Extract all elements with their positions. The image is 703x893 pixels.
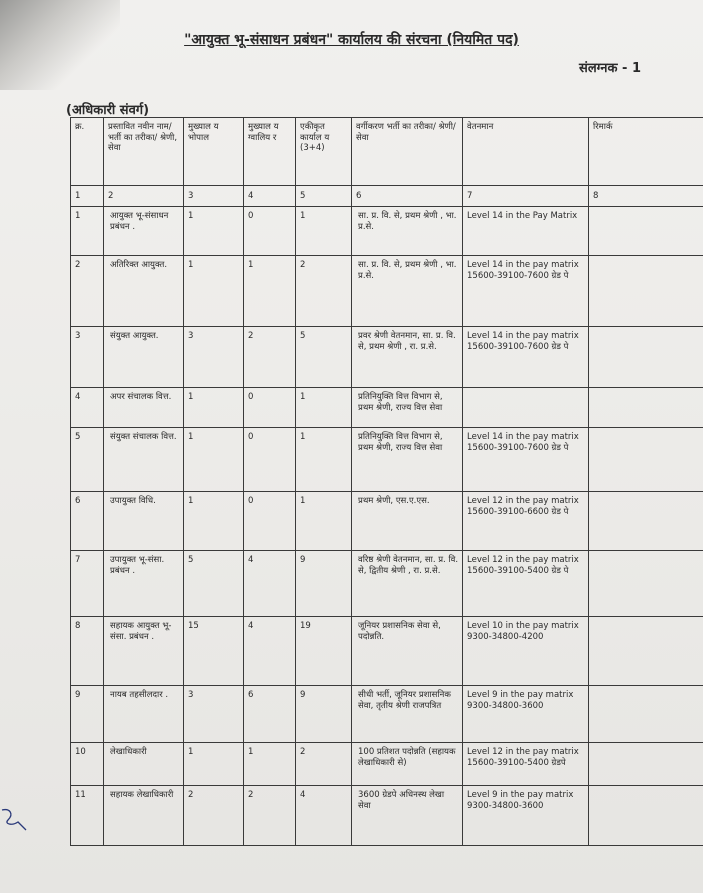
cell-pay-scale: Level 14 in the pay matrix 15600-39100-7600 ग्रेड पे [463, 327, 589, 388]
cell-post-name: उपायुक्त भू-संसा. प्रबंधन . [104, 551, 184, 617]
cell-hq-gwalior: 4 [244, 551, 296, 617]
cell-hq-bhopal: 15 [184, 617, 244, 686]
cell-post-name: सहायक आयुक्त भू-संसा. प्रबंधन . [104, 617, 184, 686]
cell-hq-gwalior: 0 [244, 428, 296, 492]
cell-pay-scale: Level 9 in the pay matrix 9300-34800-3600 [463, 686, 589, 743]
cell-serial: 6 [71, 492, 104, 551]
cell-post-name: उपायुक्त विधि. [104, 492, 184, 551]
cell-pay-scale: Level 12 in the pay matrix 15600-39100-6600 ग्रेड पे [463, 492, 589, 551]
cell-post-name: आयुक्त भू-संसाधन प्रबंधन . [104, 207, 184, 256]
table-row [71, 207, 703, 256]
cell-integrated-office: 19 [296, 617, 352, 686]
cell-integrated-office: 9 [296, 686, 352, 743]
header-pay-scale: वेतनमान [463, 118, 589, 186]
cell-post-name: अतिरिक्त आयुक्त. [104, 256, 184, 327]
annexure-label: संलग्नक - 1 [579, 61, 641, 76]
header-hq-gwalior: मुख्याल य ग्वालिय र [244, 118, 296, 186]
cell-hq-bhopal: 1 [184, 428, 244, 492]
cell-integrated-office: 2 [296, 743, 352, 786]
cell-serial: 11 [71, 786, 104, 846]
cell-classification: प्रथम श्रेणी, एस.ए.एस. [352, 492, 463, 551]
cell-remarks [589, 551, 703, 617]
cell-hq-gwalior: 0 [244, 388, 296, 428]
header-hq-bhopal: मुख्याल य भोपाल [184, 118, 244, 186]
cell-post-name: लेखाधिकारी [104, 743, 184, 786]
cell-hq-bhopal: 1 [184, 207, 244, 256]
cell-hq-bhopal: 1 [184, 388, 244, 428]
cell-integrated-office: 5 [296, 327, 352, 388]
cell-hq-gwalior: 0 [244, 492, 296, 551]
column-number: 5 [296, 186, 352, 207]
cell-post-name: संयुक्त आयुक्त. [104, 327, 184, 388]
cell-remarks [589, 743, 703, 786]
cell-classification: सीधी भर्ती, जूनियर प्रशासनिक सेवा, तृतीय श्रेणी राजपत्रित [352, 686, 463, 743]
cell-post-name: नायब तहसीलदार . [104, 686, 184, 743]
cell-classification: 3600 ग्रेडपे अधिनस्थ लेखा सेवा [352, 786, 463, 846]
table-row [71, 617, 703, 686]
cell-hq-bhopal: 3 [184, 327, 244, 388]
cell-serial: 2 [71, 256, 104, 327]
cell-integrated-office: 1 [296, 492, 352, 551]
table-row [71, 327, 703, 388]
cell-classification: जूनियर प्रशासनिक सेवा से, पदोन्नति. [352, 617, 463, 686]
cell-post-name: संयुक्त संचालक वित्त. [104, 428, 184, 492]
cell-serial: 3 [71, 327, 104, 388]
structure-table [70, 117, 703, 846]
cell-integrated-office: 2 [296, 256, 352, 327]
cell-hq-bhopal: 2 [184, 786, 244, 846]
signature-mark [0, 800, 32, 840]
cell-serial: 4 [71, 388, 104, 428]
header-post-name: प्रस्तावित नवीन नाम/ भर्ती का तरीका/ श्रेणी, सेवा [104, 118, 184, 186]
cell-pay-scale: Level 14 in the Pay Matrix [463, 207, 589, 256]
cell-classification: सा. प्र. वि. से, प्रथम श्रेणी , भा. प्र.से. [352, 256, 463, 327]
table-row [71, 492, 703, 551]
cell-serial: 5 [71, 428, 104, 492]
table-row [71, 551, 703, 617]
header-serial: क्र. [71, 118, 104, 186]
cell-integrated-office: 1 [296, 388, 352, 428]
table-row [71, 743, 703, 786]
cell-post-name: अपर संचालक वित्त. [104, 388, 184, 428]
table-row [71, 686, 703, 743]
cell-remarks [589, 327, 703, 388]
cell-hq-gwalior: 2 [244, 786, 296, 846]
cell-classification: प्रतिनियुक्ति वित्त विभाग से, प्रथम श्रेणी, राज्य वित्त सेवा [352, 388, 463, 428]
cell-remarks [589, 256, 703, 327]
cell-hq-gwalior: 4 [244, 617, 296, 686]
column-number: 4 [244, 186, 296, 207]
cell-remarks [589, 428, 703, 492]
cell-pay-scale: Level 9 in the pay matrix 9300-34800-3600 [463, 786, 589, 846]
table-row [71, 388, 703, 428]
cell-pay-scale: Level 10 in the pay matrix 9300-34800-4200 [463, 617, 589, 686]
header-classification: वर्गीकरण भर्ती का तरीका/ श्रेणी/ सेवा [352, 118, 463, 186]
cell-remarks [589, 207, 703, 256]
cell-remarks [589, 492, 703, 551]
cadre-heading: (अधिकारी संवर्ग) [66, 103, 150, 118]
column-number: 3 [184, 186, 244, 207]
cell-hq-gwalior: 2 [244, 327, 296, 388]
cell-hq-bhopal: 5 [184, 551, 244, 617]
header-remarks: रिमार्क [589, 118, 703, 186]
cell-classification: प्रतिनियुक्ति वित्त विभाग से, प्रथम श्रेणी, राज्य वित्त सेवा [352, 428, 463, 492]
cell-pay-scale: Level 14 in the pay matrix 15600-39100-7600 ग्रेड पे [463, 256, 589, 327]
cell-pay-scale: Level 12 in the pay matrix 15600-39100-5400 ग्रेड पे [463, 551, 589, 617]
column-number-row [71, 186, 703, 207]
cell-remarks [589, 617, 703, 686]
table-row [71, 256, 703, 327]
cell-integrated-office: 1 [296, 207, 352, 256]
table-row [71, 428, 703, 492]
cell-pay-scale: Level 12 in the pay matrix 15600-39100-5400 ग्रेडपे [463, 743, 589, 786]
cell-hq-gwalior: 1 [244, 743, 296, 786]
cell-classification: 100 प्रतिशत पदोन्नति (सहायक लेखाधिकारी से) [352, 743, 463, 786]
cell-serial: 1 [71, 207, 104, 256]
table-row [71, 786, 703, 846]
cell-hq-gwalior: 6 [244, 686, 296, 743]
column-number: 7 [463, 186, 589, 207]
header-integrated-office: एकीकृत कार्याल य (3+4) [296, 118, 352, 186]
cell-serial: 8 [71, 617, 104, 686]
document-title: "आयुक्त भू-संसाधन प्रबंधन" कार्यालय की संरचना (नियमित पद) [184, 32, 519, 48]
cell-serial: 9 [71, 686, 104, 743]
column-number: 2 [104, 186, 184, 207]
cell-post-name: सहायक लेखाधिकारी [104, 786, 184, 846]
cell-serial: 10 [71, 743, 104, 786]
cell-classification: वरिष्ठ श्रेणी वेतनमान, सा. प्र. वि. से, द्वितीय श्रेणी , रा. प्र.से. [352, 551, 463, 617]
table-header-row [71, 118, 703, 186]
cell-hq-gwalior: 1 [244, 256, 296, 327]
cell-classification: प्रवर श्रेणी वेतनमान, सा. प्र. वि. से, प्रथम श्रेणी , रा. प्र.से. [352, 327, 463, 388]
cell-classification: सा. प्र. वि. से, प्रथम श्रेणी , भा. प्र.से. [352, 207, 463, 256]
cell-integrated-office: 4 [296, 786, 352, 846]
cell-integrated-office: 1 [296, 428, 352, 492]
cell-hq-bhopal: 3 [184, 686, 244, 743]
cell-remarks [589, 388, 703, 428]
cell-hq-bhopal: 1 [184, 743, 244, 786]
cell-remarks [589, 686, 703, 743]
cell-serial: 7 [71, 551, 104, 617]
cell-hq-gwalior: 0 [244, 207, 296, 256]
column-number: 1 [71, 186, 104, 207]
cell-integrated-office: 9 [296, 551, 352, 617]
cell-remarks [589, 786, 703, 846]
column-number: 8 [589, 186, 703, 207]
cell-hq-bhopal: 1 [184, 492, 244, 551]
cell-pay-scale [463, 388, 589, 428]
cell-pay-scale: Level 14 in the pay matrix 15600-39100-7600 ग्रेड पे [463, 428, 589, 492]
cell-hq-bhopal: 1 [184, 256, 244, 327]
column-number: 6 [352, 186, 463, 207]
